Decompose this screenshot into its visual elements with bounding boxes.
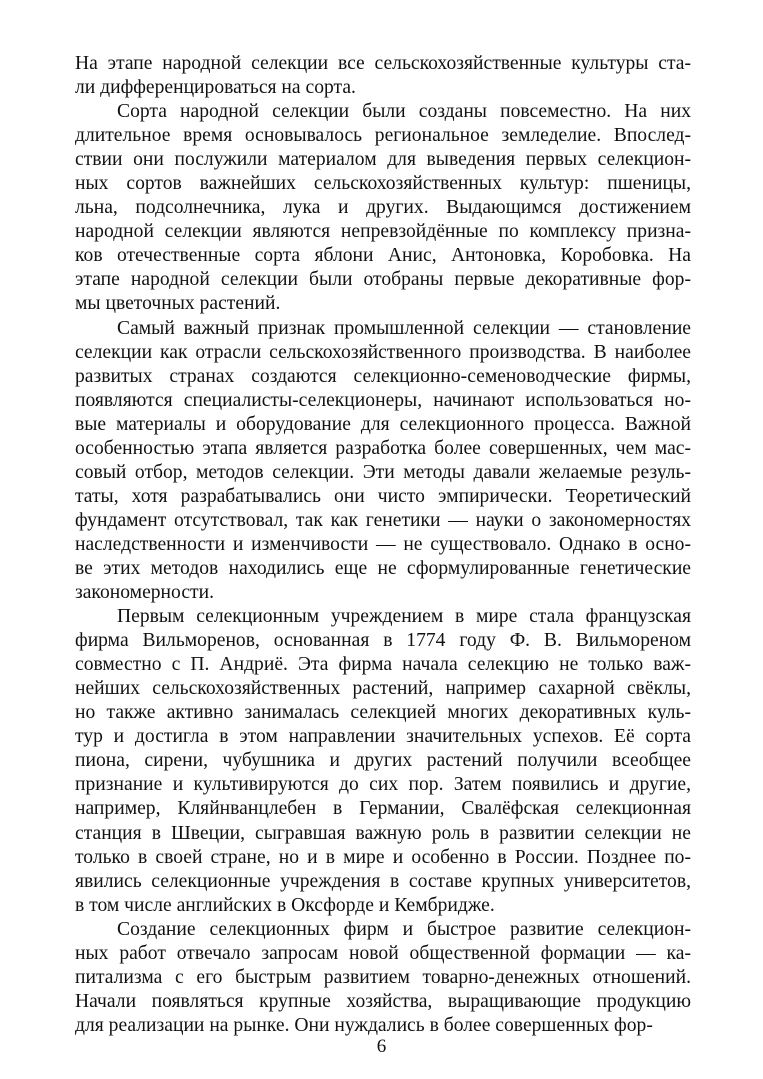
text-line: развитых странах создаются селекционно-семеноводческие фирмы, — [75, 365, 691, 387]
text-line: Сорта народной селекции были созданы повсеместно. На них — [117, 101, 691, 123]
text-line: питализма с его быстрым развитием товарно-денежных отношений. — [75, 966, 691, 988]
text-line: закономерности. — [75, 582, 214, 604]
text-line: тур и достигла в этом направлении значительных успехов. Её сорта — [75, 726, 691, 748]
text-line: Начали появляться крупные хозяйства, выращивающие продукцию — [75, 990, 691, 1012]
text-line: пиона, сирени, чубушника и других растений получили всеобщее — [75, 750, 691, 772]
text-line: например, Кляйнванцлебен в Германии, Свалёфская селекционная — [75, 798, 691, 820]
text-line: селекции как отрасли сельскохозяйственного производства. В наиболее — [75, 341, 691, 363]
text-line: ствии они послужили материалом для выведения первых селекцион- — [75, 149, 691, 171]
text-line: ных сортов важнейших сельскохозяйственных культур: пшеницы, — [75, 173, 691, 195]
paragraph — [75, 100, 691, 316]
text-line: наследственности и изменчивости — не существовало. Однако в осно- — [75, 533, 691, 555]
paragraph — [75, 918, 691, 1038]
text-line: но также активно занималась селекцией многих декоративных куль- — [75, 702, 691, 724]
text-line: ли дифференцироваться на сорта. — [75, 77, 356, 99]
text-line: явились селекционные учреждения в составе крупных университетов, — [75, 870, 691, 892]
paragraph — [75, 317, 691, 606]
text-line: признание и культивируются до сих пор. Затем появились и другие, — [75, 774, 691, 796]
text-line: длительное время основывалось региональное земледелие. Впослед- — [75, 125, 691, 147]
text-line: совместно с П. Андриё. Эта фирма начала селекцию не только важ- — [75, 654, 691, 676]
text-line: ных работ отвечало запросам новой общественной формации — ка- — [75, 942, 691, 964]
paragraph — [75, 52, 691, 100]
text-line: Первым селекционным учреждением в мире стала французская — [117, 606, 691, 628]
text-line: Создание селекционных фирм и быстрое развитие селекцион- — [117, 918, 691, 940]
text-line: появляются специалисты-селекционеры, начинают использоваться но- — [75, 389, 691, 411]
text-line: На этапе народной селекции все сельскохозяйственные культуры ста- — [75, 53, 691, 74]
text-line: ве этих методов находились еще не сформулированные генетические — [75, 557, 691, 579]
text-line: только в своей стране, но и в мире и особенно в России. Позднее по- — [75, 846, 691, 868]
page-number: 6 — [376, 1036, 387, 1057]
text-line: таты, хотя разрабатывались они чисто эмпирически. Теоретический — [75, 485, 691, 507]
text-line: в том числе английских в Оксфорде и Кембридже. — [75, 894, 495, 916]
text-line: Самый важный признак промышленной селекции — становление — [117, 317, 691, 339]
body-text — [75, 52, 691, 1038]
text-line: нейших сельскохозяйственных растений, например сахарной свёклы, — [75, 678, 691, 700]
text-line: фундамент отсутствовал, так как генетики — науки о закономерностях — [75, 509, 691, 531]
text-line: мы цветочных растений. — [75, 293, 281, 315]
text-line: станция в Швеции, сыгравшая важную роль в развитии селекции не — [75, 822, 691, 844]
text-line: вые материалы и оборудование для селекционного процесса. Важной — [75, 413, 691, 435]
text-line: этапе народной селекции были отобраны первые декоративные фор- — [75, 269, 691, 291]
paragraph — [75, 605, 691, 918]
text-line: фирма Вильморенов, основанная в 1774 году Ф. В. Вильмореном — [75, 630, 691, 652]
text-line: льна, подсолнечника, лука и других. Выдающимся достижением — [75, 197, 691, 219]
text-line: ков отечественные сорта яблони Анис, Антоновка, Коробовка. На — [75, 245, 691, 267]
text-line: особенностью этапа является разработка более совершенных, чем мас- — [75, 437, 691, 459]
text-line: для реализации на рынке. Они нуждались в более совершенных фор- — [75, 1014, 653, 1036]
text-line: совый отбор, методов селекции. Эти методы давали желаемые резуль- — [75, 461, 691, 483]
text-line: народной селекции являются непревзойдённые по комплексу призна- — [75, 221, 691, 243]
